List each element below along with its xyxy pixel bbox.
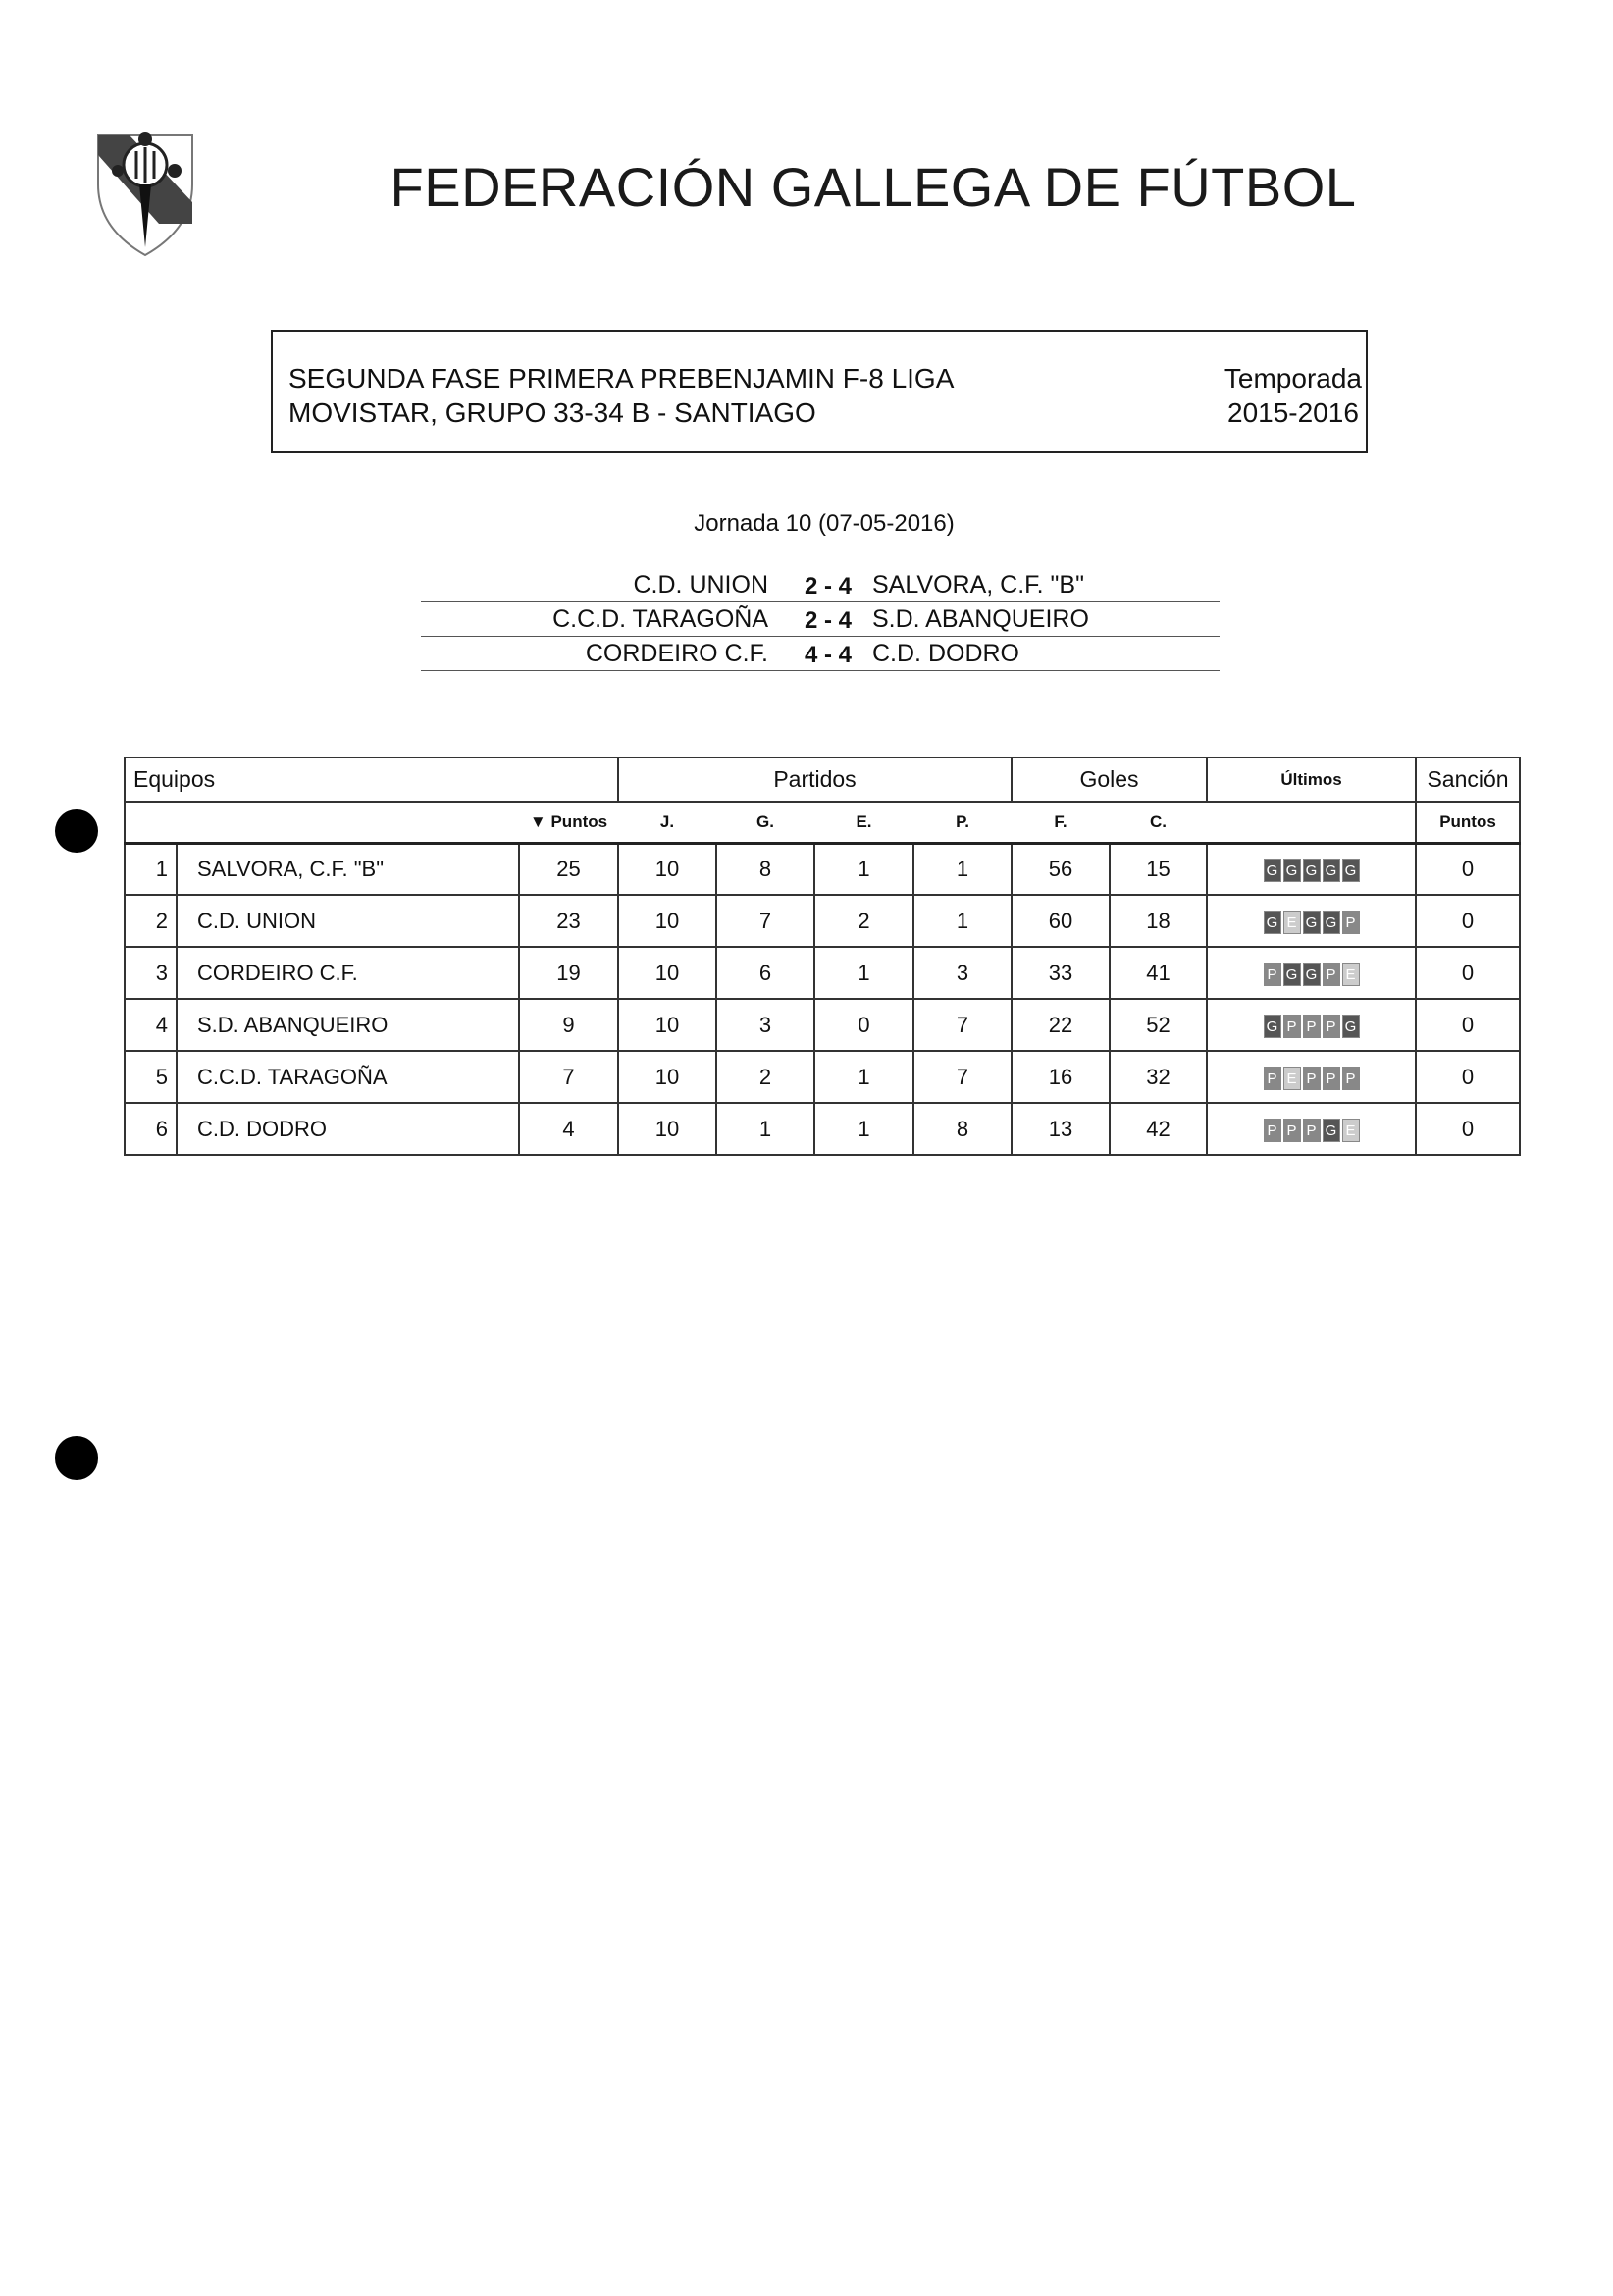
competition-line1: SEGUNDA FASE PRIMERA PREBENJAMIN F-8 LIGA [288,363,955,393]
table-row [125,947,1520,999]
stat-j: 10 [618,947,716,999]
table-row [125,895,1520,947]
result-badge: G [1303,859,1321,882]
stat-e: 1 [814,1051,913,1103]
punch-hole [55,1436,98,1480]
last-results [1207,947,1416,999]
jornada-heading: Jornada 10 (07-05-2016) [694,510,955,537]
home-team: CORDEIRO C.F. [585,640,768,667]
table-row [125,999,1520,1051]
match-row [421,569,1220,602]
col-puntos-label: Puntos [550,811,608,831]
group-ultimos: Últimos [1207,757,1416,802]
team-name: C.D. DODRO [177,1103,519,1155]
result-badge: E [1283,1067,1301,1090]
col-sancion-puntos: Puntos [1416,802,1520,843]
punch-hole [55,809,98,853]
last-results [1207,843,1416,895]
stat-c: 41 [1110,947,1207,999]
sanction-points: 0 [1416,1051,1520,1103]
stat-j: 10 [618,1051,716,1103]
result-badge: G [1323,1119,1340,1142]
result-badge: P [1303,1119,1321,1142]
page-title: FEDERACIÓN GALLEGA DE FÚTBOL [390,156,1357,218]
stat-p: 8 [913,1103,1012,1155]
match-row [421,603,1220,637]
stat-g: 3 [716,999,814,1051]
last-results [1207,1051,1416,1103]
result-badge: P [1342,911,1360,934]
stat-p: 3 [913,947,1012,999]
last-results [1207,999,1416,1051]
table-row [125,843,1520,895]
stat-pts: 25 [519,843,618,895]
result-badge: P [1264,963,1281,986]
result-badge: P [1303,1015,1321,1038]
stat-pts: 19 [519,947,618,999]
stat-e: 2 [814,895,913,947]
away-team: S.D. ABANQUEIRO [872,605,1089,633]
last-results [1207,895,1416,947]
result-badge: E [1342,1119,1360,1142]
stat-e: 0 [814,999,913,1051]
result-badge: G [1283,963,1301,986]
standings-table [124,757,1521,1156]
stat-f: 56 [1012,843,1110,895]
result-badge: G [1303,911,1321,934]
position: 2 [125,895,177,947]
col-j: J. [618,802,716,843]
result-badge: G [1323,859,1340,882]
federation-logo [90,126,200,259]
stat-e: 1 [814,947,913,999]
stat-j: 10 [618,895,716,947]
result-badge: P [1283,1119,1301,1142]
result-badge: G [1303,963,1321,986]
match-score: 2 - 4 [804,573,853,600]
team-name: C.D. UNION [177,895,519,947]
match-score: 4 - 4 [804,642,853,668]
table-row [125,1051,1520,1103]
home-team: C.D. UNION [633,571,768,599]
stat-c: 15 [1110,843,1207,895]
result-badge: E [1283,911,1301,934]
stat-p: 1 [913,895,1012,947]
stat-c: 52 [1110,999,1207,1051]
result-badge: P [1264,1119,1281,1142]
stat-f: 60 [1012,895,1110,947]
position: 5 [125,1051,177,1103]
competition-name [288,361,1034,430]
away-team: SALVORA, C.F. "B" [872,571,1084,599]
stat-j: 10 [618,999,716,1051]
stat-p: 7 [913,999,1012,1051]
position: 1 [125,843,177,895]
away-team: C.D. DODRO [872,640,1019,667]
result-badge: P [1264,1067,1281,1090]
group-partidos: Partidos [618,757,1012,802]
season-label: Temporada [1223,363,1362,393]
result-badge: G [1264,1015,1281,1038]
col-puntos[interactable] [519,802,618,843]
stat-g: 2 [716,1051,814,1103]
group-sancion: Sanción [1416,757,1520,802]
stat-g: 6 [716,947,814,999]
stat-pts: 7 [519,1051,618,1103]
result-badge: E [1342,963,1360,986]
team-name: C.C.D. TARAGOÑA [177,1051,519,1103]
col-g: G. [716,802,814,843]
team-name: CORDEIRO C.F. [177,947,519,999]
group-equipos: Equipos [125,757,618,802]
stat-j: 10 [618,1103,716,1155]
match-score: 2 - 4 [804,607,853,634]
stat-g: 7 [716,895,814,947]
sanction-points: 0 [1416,999,1520,1051]
stat-e: 1 [814,1103,913,1155]
col-p: P. [913,802,1012,843]
stat-p: 7 [913,1051,1012,1103]
home-team: C.C.D. TARAGOÑA [552,605,768,633]
stat-e: 1 [814,843,913,895]
last-results [1207,1103,1416,1155]
col-c: C. [1110,802,1207,843]
stat-c: 42 [1110,1103,1207,1155]
result-badge: P [1303,1067,1321,1090]
stat-f: 13 [1012,1103,1110,1155]
stat-f: 22 [1012,999,1110,1051]
match-row [421,638,1220,671]
stat-c: 18 [1110,895,1207,947]
sort-desc-icon: ▼ [529,811,546,831]
sanction-points: 0 [1416,947,1520,999]
stat-pts: 23 [519,895,618,947]
result-badge: P [1342,1067,1360,1090]
result-badge: G [1264,859,1281,882]
stat-f: 16 [1012,1051,1110,1103]
stat-f: 33 [1012,947,1110,999]
season-value: 2015-2016 [1227,397,1359,428]
group-goles: Goles [1012,757,1207,802]
competition-line2: MOVISTAR, GRUPO 33-34 B - SANTIAGO [288,397,816,428]
result-badge: P [1283,1015,1301,1038]
table-row [125,1103,1520,1155]
col-f: F. [1012,802,1110,843]
stat-pts: 9 [519,999,618,1051]
result-badge: P [1323,1015,1340,1038]
stat-pts: 4 [519,1103,618,1155]
competition-box [271,330,1368,453]
stat-c: 32 [1110,1051,1207,1103]
col-e: E. [814,802,913,843]
season [1224,361,1362,430]
stat-g: 8 [716,843,814,895]
sanction-points: 0 [1416,843,1520,895]
team-name: S.D. ABANQUEIRO [177,999,519,1051]
team-name: SALVORA, C.F. "B" [177,843,519,895]
stat-g: 1 [716,1103,814,1155]
sanction-points: 0 [1416,1103,1520,1155]
position: 4 [125,999,177,1051]
stat-p: 1 [913,843,1012,895]
position: 3 [125,947,177,999]
result-badge: G [1323,911,1340,934]
position: 6 [125,1103,177,1155]
result-badge: G [1283,859,1301,882]
result-badge: G [1342,1015,1360,1038]
result-badge: P [1323,963,1340,986]
result-badge: P [1323,1067,1340,1090]
result-badge: G [1264,911,1281,934]
sanction-points: 0 [1416,895,1520,947]
result-badge: G [1342,859,1360,882]
stat-j: 10 [618,843,716,895]
